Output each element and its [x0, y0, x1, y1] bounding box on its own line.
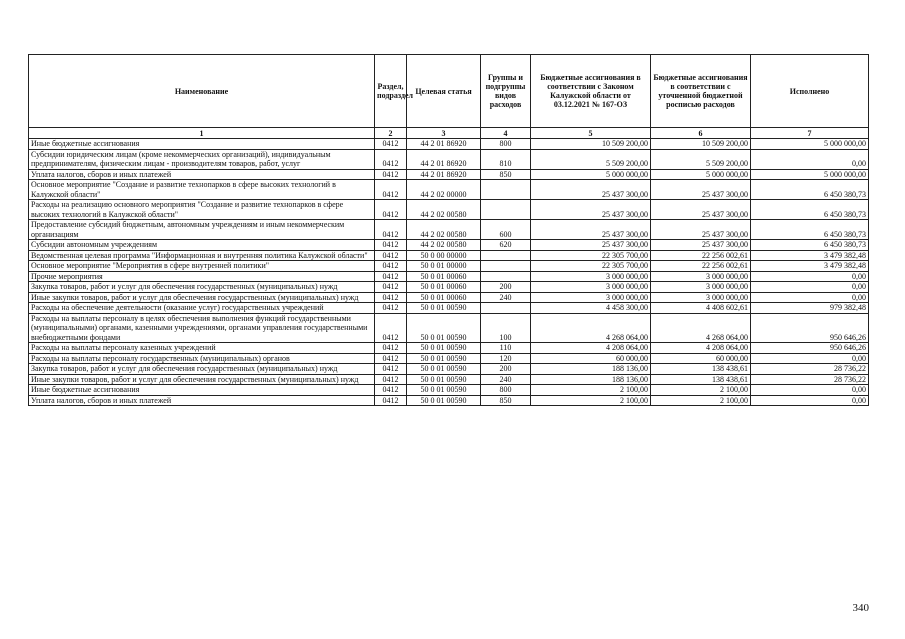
row-name: Уплата налогов, сборов и иных платежей — [29, 169, 375, 180]
row-name: Основное мероприятие "Мероприятия в сфере внутренней политики" — [29, 261, 375, 272]
row-target: 44 2 01 86920 — [407, 169, 481, 180]
row-executed-amount: 0,00 — [751, 271, 869, 282]
row-refined-amount: 138 438,61 — [651, 374, 751, 385]
row-section: 0412 — [375, 261, 407, 272]
row-target: 50 0 01 00590 — [407, 374, 481, 385]
row-law-amount: 4 268 064,00 — [531, 313, 651, 343]
table-row — [29, 343, 869, 354]
row-executed-amount: 3 479 382,48 — [751, 250, 869, 261]
row-name: Субсидии юридическим лицам (кроме некоммерческих организаций), индивидуальным предпринимателям, физическим лицам - производителям товаров, работ, услуг — [29, 149, 375, 169]
row-refined-amount: 4 268 064,00 — [651, 313, 751, 343]
row-section: 0412 — [375, 149, 407, 169]
row-law-amount: 2 100,00 — [531, 385, 651, 396]
row-law-amount: 25 437 300,00 — [531, 200, 651, 220]
row-executed-amount: 28 736,22 — [751, 374, 869, 385]
column-number: 1 — [29, 128, 375, 139]
row-executed-amount: 950 646,26 — [751, 313, 869, 343]
table-row — [29, 139, 869, 150]
row-target: 50 0 00 00000 — [407, 250, 481, 261]
table-row — [29, 303, 869, 314]
row-law-amount: 22 305 700,00 — [531, 250, 651, 261]
row-executed-amount: 0,00 — [751, 353, 869, 364]
row-executed-amount: 28 736,22 — [751, 364, 869, 375]
row-law-amount: 25 437 300,00 — [531, 240, 651, 251]
row-law-amount: 2 100,00 — [531, 395, 651, 406]
row-group: 810 — [481, 149, 531, 169]
row-section: 0412 — [375, 282, 407, 293]
row-section: 0412 — [375, 395, 407, 406]
row-section: 0412 — [375, 313, 407, 343]
column-number: 3 — [407, 128, 481, 139]
column-number: 6 — [651, 128, 751, 139]
row-section: 0412 — [375, 303, 407, 314]
table-row — [29, 250, 869, 261]
table-header-row — [29, 55, 869, 128]
row-group: 120 — [481, 353, 531, 364]
row-name: Предоставление субсидий бюджетным, автономным учреждениям и иным некоммерческим организациям — [29, 220, 375, 240]
row-section: 0412 — [375, 240, 407, 251]
row-law-amount: 188 136,00 — [531, 374, 651, 385]
row-name: Ведомственная целевая программа "Информационная и внутренняя политика Калужской области" — [29, 250, 375, 261]
row-refined-amount: 25 437 300,00 — [651, 240, 751, 251]
row-executed-amount: 950 646,26 — [751, 343, 869, 354]
row-name: Закупка товаров, работ и услуг для обеспечения государственных (муниципальных) нужд — [29, 282, 375, 293]
row-name: Расходы на реализацию основного мероприятия "Создание и развитие технопарков в сфере высоких технологий в Калужской области" — [29, 200, 375, 220]
row-target: 50 0 01 00590 — [407, 303, 481, 314]
row-refined-amount: 5 000 000,00 — [651, 169, 751, 180]
row-target: 50 0 01 00590 — [407, 353, 481, 364]
header-law: Бюджетные ассигнования в соответствии с Законом Калужской области от 03.12.2021 № 167-ОЗ — [531, 55, 651, 128]
row-target: 50 0 01 00060 — [407, 292, 481, 303]
table-row — [29, 364, 869, 375]
row-executed-amount: 6 450 380,73 — [751, 200, 869, 220]
row-refined-amount: 10 509 200,00 — [651, 139, 751, 150]
column-number-row — [29, 128, 869, 139]
row-target: 44 2 02 00580 — [407, 240, 481, 251]
row-refined-amount: 4 208 064,00 — [651, 343, 751, 354]
row-group — [481, 250, 531, 261]
row-target: 50 0 01 00590 — [407, 364, 481, 375]
row-group: 110 — [481, 343, 531, 354]
row-group: 240 — [481, 292, 531, 303]
row-group — [481, 200, 531, 220]
row-law-amount: 3 000 000,00 — [531, 271, 651, 282]
table-row — [29, 180, 869, 200]
budget-table — [28, 54, 869, 406]
header-done: Исполнено — [751, 55, 869, 128]
row-target: 44 2 02 00580 — [407, 200, 481, 220]
column-number: 7 — [751, 128, 869, 139]
row-target: 50 0 01 00590 — [407, 395, 481, 406]
row-refined-amount: 22 256 002,61 — [651, 261, 751, 272]
row-target: 50 0 01 00060 — [407, 282, 481, 293]
header-name: Наименование — [29, 55, 375, 128]
row-refined-amount: 2 100,00 — [651, 385, 751, 396]
row-law-amount: 5 509 200,00 — [531, 149, 651, 169]
row-executed-amount: 0,00 — [751, 149, 869, 169]
row-name: Расходы на обеспечение деятельности (оказание услуг) государственных учреждений — [29, 303, 375, 314]
row-section: 0412 — [375, 200, 407, 220]
table-row — [29, 282, 869, 293]
row-law-amount: 4 208 064,00 — [531, 343, 651, 354]
row-refined-amount: 3 000 000,00 — [651, 292, 751, 303]
row-refined-amount: 138 438,61 — [651, 364, 751, 375]
table-row — [29, 313, 869, 343]
row-section: 0412 — [375, 385, 407, 396]
row-target: 44 2 01 86920 — [407, 149, 481, 169]
table-row — [29, 271, 869, 282]
table-row — [29, 149, 869, 169]
row-group — [481, 180, 531, 200]
row-group — [481, 303, 531, 314]
row-name: Расходы на выплаты персоналу государственных (муниципальных) органов — [29, 353, 375, 364]
row-name: Иные закупки товаров, работ и услуг для обеспечения государственных (муниципальных) нужд — [29, 292, 375, 303]
header-section: Раздел, подраздел — [375, 55, 407, 128]
row-executed-amount: 6 450 380,73 — [751, 180, 869, 200]
row-law-amount: 60 000,00 — [531, 353, 651, 364]
column-number: 2 — [375, 128, 407, 139]
row-section: 0412 — [375, 271, 407, 282]
row-group: 800 — [481, 139, 531, 150]
row-executed-amount: 5 000 000,00 — [751, 169, 869, 180]
row-executed-amount: 6 450 380,73 — [751, 220, 869, 240]
row-section: 0412 — [375, 374, 407, 385]
row-law-amount: 3 000 000,00 — [531, 282, 651, 293]
row-law-amount: 10 509 200,00 — [531, 139, 651, 150]
row-group: 600 — [481, 220, 531, 240]
row-section: 0412 — [375, 169, 407, 180]
row-section: 0412 — [375, 353, 407, 364]
row-target: 50 0 01 00590 — [407, 343, 481, 354]
row-name: Закупка товаров, работ и услуг для обеспечения государственных (муниципальных) нужд — [29, 364, 375, 375]
row-executed-amount: 0,00 — [751, 395, 869, 406]
row-refined-amount: 3 000 000,00 — [651, 271, 751, 282]
table-row — [29, 292, 869, 303]
row-name: Иные закупки товаров, работ и услуг для обеспечения государственных (муниципальных) нужд — [29, 374, 375, 385]
row-executed-amount: 6 450 380,73 — [751, 240, 869, 251]
row-group — [481, 271, 531, 282]
row-name: Основное мероприятие "Создание и развитие технопарков в сфере высоких технологий в Калужской области" — [29, 180, 375, 200]
row-name: Субсидии автономным учреждениям — [29, 240, 375, 251]
row-target: 44 2 01 86920 — [407, 139, 481, 150]
row-executed-amount: 0,00 — [751, 385, 869, 396]
header-target: Целевая статья — [407, 55, 481, 128]
row-section: 0412 — [375, 292, 407, 303]
row-refined-amount: 22 256 002,61 — [651, 250, 751, 261]
row-group: 850 — [481, 395, 531, 406]
row-refined-amount: 5 509 200,00 — [651, 149, 751, 169]
row-refined-amount: 2 100,00 — [651, 395, 751, 406]
row-target: 50 0 01 00060 — [407, 271, 481, 282]
row-section: 0412 — [375, 364, 407, 375]
row-section: 0412 — [375, 139, 407, 150]
row-group — [481, 261, 531, 272]
row-section: 0412 — [375, 220, 407, 240]
row-target: 50 0 01 00590 — [407, 313, 481, 343]
row-law-amount: 188 136,00 — [531, 364, 651, 375]
row-executed-amount: 5 000 000,00 — [751, 139, 869, 150]
row-law-amount: 25 437 300,00 — [531, 180, 651, 200]
table-row — [29, 220, 869, 240]
row-group: 200 — [481, 282, 531, 293]
table-row — [29, 374, 869, 385]
table-row — [29, 353, 869, 364]
row-group: 620 — [481, 240, 531, 251]
table-body — [29, 139, 869, 406]
row-group: 800 — [481, 385, 531, 396]
row-law-amount: 22 305 700,00 — [531, 261, 651, 272]
column-number: 4 — [481, 128, 531, 139]
row-target: 44 2 02 00000 — [407, 180, 481, 200]
table-row — [29, 395, 869, 406]
row-target: 50 0 01 00000 — [407, 261, 481, 272]
row-group: 200 — [481, 364, 531, 375]
row-group: 240 — [481, 374, 531, 385]
row-name: Иные бюджетные ассигнования — [29, 139, 375, 150]
table-row — [29, 261, 869, 272]
row-law-amount: 4 458 300,00 — [531, 303, 651, 314]
row-refined-amount: 25 437 300,00 — [651, 220, 751, 240]
row-name: Расходы на выплаты персоналу в целях обеспечения выполнения функций государственными (муниципальными) органами, казенными учреждениями, органами управления государственными внебюджетными фондами — [29, 313, 375, 343]
row-group: 850 — [481, 169, 531, 180]
column-number: 5 — [531, 128, 651, 139]
row-target: 50 0 01 00590 — [407, 385, 481, 396]
row-executed-amount: 979 382,48 — [751, 303, 869, 314]
row-refined-amount: 25 437 300,00 — [651, 180, 751, 200]
row-section: 0412 — [375, 180, 407, 200]
row-executed-amount: 0,00 — [751, 282, 869, 293]
row-target: 44 2 02 00580 — [407, 220, 481, 240]
row-law-amount: 5 000 000,00 — [531, 169, 651, 180]
row-name: Прочие мероприятия — [29, 271, 375, 282]
row-section: 0412 — [375, 343, 407, 354]
header-refined: Бюджетные ассигнования в соответствии с уточненной бюджетной росписью расходов — [651, 55, 751, 128]
row-law-amount: 25 437 300,00 — [531, 220, 651, 240]
row-group: 100 — [481, 313, 531, 343]
row-refined-amount: 3 000 000,00 — [651, 282, 751, 293]
page-number: 340 — [852, 602, 869, 614]
header-groups: Группы и подгруппы видов расходов — [481, 55, 531, 128]
row-refined-amount: 60 000,00 — [651, 353, 751, 364]
row-refined-amount: 4 408 602,61 — [651, 303, 751, 314]
row-refined-amount: 25 437 300,00 — [651, 200, 751, 220]
table-row — [29, 200, 869, 220]
row-section: 0412 — [375, 250, 407, 261]
row-executed-amount: 3 479 382,48 — [751, 261, 869, 272]
row-name: Расходы на выплаты персоналу казенных учреждений — [29, 343, 375, 354]
table-row — [29, 385, 869, 396]
row-law-amount: 3 000 000,00 — [531, 292, 651, 303]
table-row — [29, 240, 869, 251]
row-name: Уплата налогов, сборов и иных платежей — [29, 395, 375, 406]
row-name: Иные бюджетные ассигнования — [29, 385, 375, 396]
table-row — [29, 169, 869, 180]
row-executed-amount: 0,00 — [751, 292, 869, 303]
